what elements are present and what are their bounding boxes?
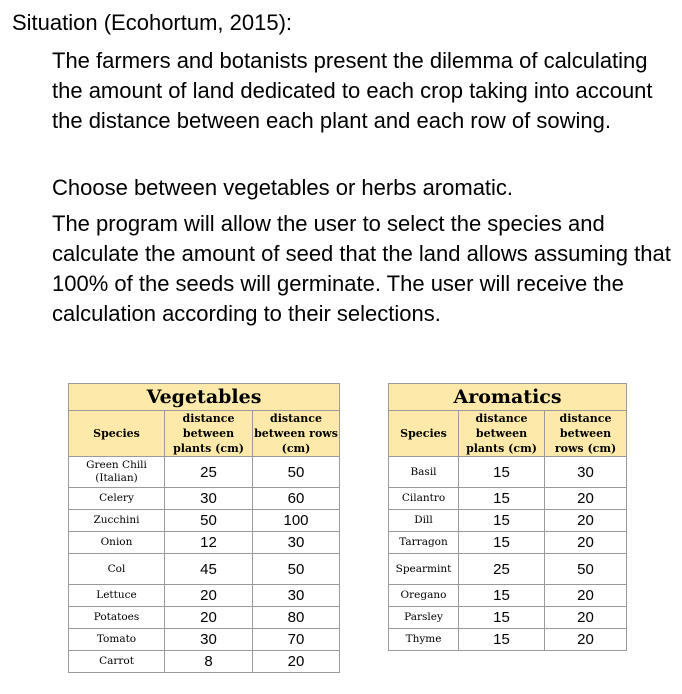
paragraph-dilemma: The farmers and botanists present the dilemma of calculating the amount of land dedicated to each crop taking into account the distance between each plant and each row of sowing. — [52, 48, 653, 133]
plant-distance-header: distance between plants (cm) — [459, 411, 545, 457]
row-distance-cell: 20 — [253, 651, 340, 673]
vegetables-title: Vegetables — [69, 384, 340, 411]
table-row — [69, 629, 340, 651]
plant-distance-cell: 25 — [459, 554, 545, 585]
row-distance-cell: 30 — [253, 585, 340, 607]
row-distance-header: distance between rows (cm) — [254, 412, 338, 455]
aromatics-title: Aromatics — [389, 384, 627, 411]
row-distance-cell: 50 — [545, 554, 627, 585]
species-cell: Oregano — [389, 585, 459, 607]
row-distance-cell: 20 — [545, 585, 627, 607]
table-row — [69, 457, 340, 488]
plant-distance-cell: 20 — [165, 585, 253, 607]
table-row — [69, 554, 340, 585]
table-row — [389, 554, 627, 585]
row-distance-cell: 20 — [545, 532, 627, 554]
species-cell: Zucchini — [69, 510, 165, 532]
table-row — [389, 532, 627, 554]
plant-distance-cell: 15 — [459, 457, 545, 488]
species-cell: Parsley — [389, 607, 459, 629]
species-cell: Onion — [69, 532, 165, 554]
species-cell: Col — [69, 554, 165, 585]
row-distance-cell: 30 — [253, 532, 340, 554]
plant-distance-header: distance between plants (cm) — [165, 411, 253, 457]
row-distance-cell: 20 — [545, 488, 627, 510]
species-cell: Dill — [389, 510, 459, 532]
table-row — [389, 585, 627, 607]
table-row — [69, 585, 340, 607]
plant-distance-cell: 8 — [165, 651, 253, 673]
species-header: Species — [389, 411, 459, 457]
table-row — [69, 510, 340, 532]
plant-distance-cell: 15 — [459, 629, 545, 651]
species-header: Species — [69, 411, 165, 457]
plant-distance-cell: 12 — [165, 532, 253, 554]
row-distance-cell: 60 — [253, 488, 340, 510]
species-cell: Lettuce — [69, 585, 165, 607]
table-row — [389, 510, 627, 532]
row-distance-cell: 20 — [545, 629, 627, 651]
row-distance-cell: 20 — [545, 607, 627, 629]
table-row — [69, 488, 340, 510]
situation-heading: Situation (Ecohortum, 2015): — [12, 10, 293, 35]
species-cell: Potatoes — [69, 607, 165, 629]
species-cell: Thyme — [389, 629, 459, 651]
paragraph-choose: Choose between vegetables or herbs aromatic. — [52, 175, 514, 200]
row-distance-cell: 50 — [253, 457, 340, 488]
species-cell: Green Chili (Italian) — [69, 457, 165, 488]
table-row — [389, 607, 627, 629]
plant-distance-cell: 15 — [459, 532, 545, 554]
vegetables-table — [68, 383, 340, 673]
species-cell: Carrot — [69, 651, 165, 673]
table-row — [69, 651, 340, 673]
plant-distance-cell: 15 — [459, 607, 545, 629]
table-row — [389, 457, 627, 488]
plant-distance-cell: 45 — [165, 554, 253, 585]
row-distance-cell: 70 — [253, 629, 340, 651]
paragraph-program: The program will allow the user to select the species and calculate the amount of seed that the land allows assuming that 100% of the seeds will germinate. The user will receive the calculation according to their selections. — [52, 211, 671, 326]
table-row — [389, 629, 627, 651]
plant-distance-cell: 25 — [165, 457, 253, 488]
species-cell: Celery — [69, 488, 165, 510]
row-distance-cell: 50 — [253, 554, 340, 585]
plant-distance-cell: 15 — [459, 585, 545, 607]
row-distance-cell: 80 — [253, 607, 340, 629]
species-cell: Tomato — [69, 629, 165, 651]
plant-distance-cell: 15 — [459, 510, 545, 532]
table-row — [69, 532, 340, 554]
species-cell: Spearmint — [389, 554, 459, 585]
species-cell: Tarragon — [389, 532, 459, 554]
species-cell: Basil — [389, 457, 459, 488]
plant-distance-cell: 15 — [459, 488, 545, 510]
plant-distance-cell: 30 — [165, 488, 253, 510]
table-row — [69, 607, 340, 629]
aromatics-table — [388, 383, 627, 651]
row-distance-header: distance between rows (cm) — [545, 411, 627, 457]
table-row — [389, 488, 627, 510]
plant-distance-cell: 30 — [165, 629, 253, 651]
plant-distance-cell: 20 — [165, 607, 253, 629]
row-distance-cell: 100 — [253, 510, 340, 532]
row-distance-cell: 30 — [545, 457, 627, 488]
species-cell: Cilantro — [389, 488, 459, 510]
row-distance-cell: 20 — [545, 510, 627, 532]
plant-distance-cell: 50 — [165, 510, 253, 532]
